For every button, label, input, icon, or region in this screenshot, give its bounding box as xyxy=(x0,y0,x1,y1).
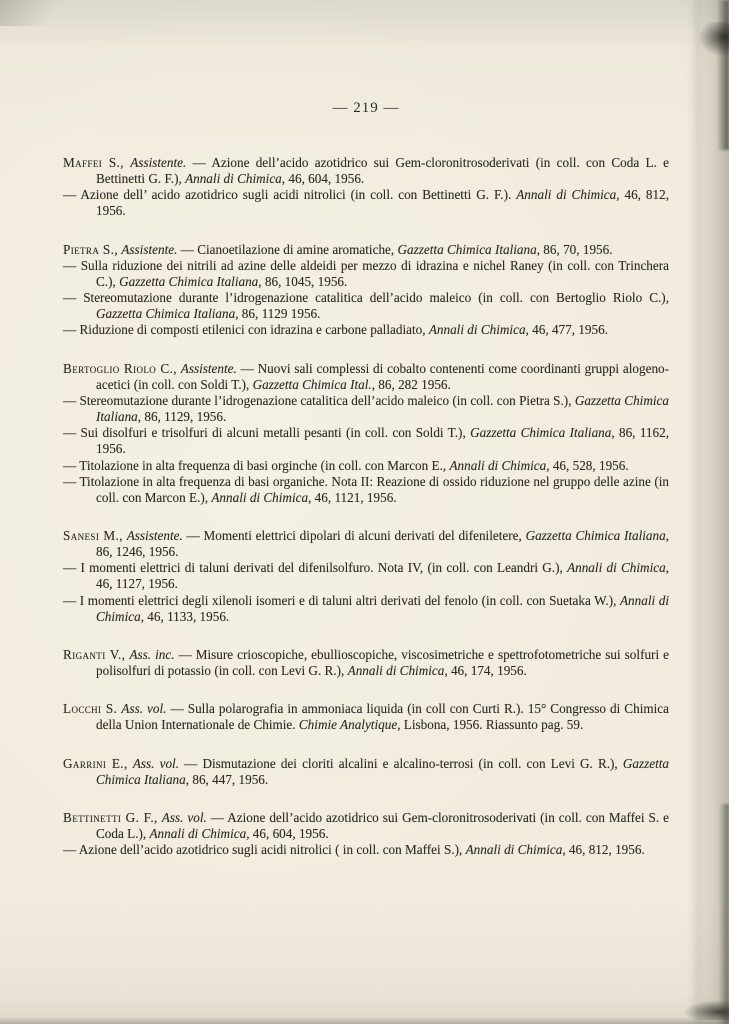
publication-item xyxy=(63,393,669,425)
publication-item xyxy=(63,322,669,338)
publication-text: , 86, 70, 1956. xyxy=(536,241,613,257)
scan-smudge-top-right xyxy=(699,22,729,56)
bibliography-entry xyxy=(63,361,669,506)
author-name: Bertoglio Riolo C., xyxy=(63,360,177,376)
publication-text: , 46, 1127, 1956. xyxy=(96,560,669,592)
publication-text: , 46, 1133, 1956. xyxy=(140,608,230,624)
publication-text: , 46, 1121, 1956. xyxy=(308,489,397,505)
publication-text: — Azione dell’acido azotidrico sugli acidi nitrolici ( in coll. con Maffei S.), xyxy=(63,842,466,858)
publication-text: , 86, 1162, 1956. xyxy=(96,425,669,457)
publication-text: , 46, 174, 1956. xyxy=(444,663,527,679)
journal-title: Annali di Chimica xyxy=(211,489,309,505)
publication-item xyxy=(63,155,669,187)
journal-title: Annali di Chimica xyxy=(465,842,563,858)
publication-item xyxy=(63,647,669,679)
paper-crease xyxy=(0,0,90,26)
publication-item xyxy=(63,528,669,560)
bibliography-entry xyxy=(63,756,669,788)
publication-text: — Sui disolfuri e trisolfuri di alcuni metalli pesanti (in coll. con Soldi T.), xyxy=(63,425,471,441)
publication-text: , 46, 812, 1956. xyxy=(562,842,645,858)
journal-title: Annali di Chimica xyxy=(185,171,282,187)
publication-item xyxy=(63,290,669,322)
author-role: Ass. vol. xyxy=(132,755,179,771)
publication-item xyxy=(63,756,669,788)
bibliography-entry xyxy=(63,242,669,339)
journal-title: Gazzetta Chimica Italiana xyxy=(119,273,259,289)
publication-item xyxy=(63,701,669,733)
journal-title: Annali di Chimica xyxy=(428,322,526,338)
publication-text: , 86, 1045, 1956. xyxy=(258,273,348,289)
publication-text: — Dismutazione dei cloriti alcalini e alcalino-terrosi (in coll. con Levi G. R.), xyxy=(184,755,623,771)
publication-text: — I momenti elettrici degli xilenoli isomeri e di taluni altri derivati del fenolo (in coll. con Suetaka W.), xyxy=(63,592,620,608)
publication-text: — Titolazione in alta frequenza di basi orginche (in coll. con Marcon E., xyxy=(63,457,450,473)
author-role: Ass. vol. xyxy=(121,701,167,717)
publication-text: — Nuovi sali complessi di cobalto contenenti come coordinanti gruppi alogeno-acetici (in coll. con Soldi T.), xyxy=(96,360,670,392)
publication-text: — Sulla riduzione dei nitrili ad azine delle aldeidi per mezzo di idrazina e nichel Raney (in coll. con Trinchera C.), xyxy=(63,257,669,289)
journal-title: Annali di Chimica xyxy=(516,187,617,203)
publication-text: , 86, 282 1956. xyxy=(371,376,451,392)
author-role: Assistente. xyxy=(121,241,178,257)
bibliography-entry xyxy=(63,701,669,733)
publication-text: — Cianoetilazione di amine aromatiche, xyxy=(180,241,398,257)
journal-title: Annali di Chimica xyxy=(149,826,247,841)
journal-title: Chimie Analytique xyxy=(298,717,398,733)
publication-item xyxy=(63,458,669,474)
publication-text: — I momenti elettrici di taluni derivati del difenilsolfuro. Nota IV, (in coll. con Leandri G.), xyxy=(63,560,568,576)
publication-text: , 46, 604, 1956. xyxy=(246,826,329,841)
publication-text: , 86, 1246, 1956. xyxy=(96,527,670,560)
bibliography-entry xyxy=(63,528,669,625)
publication-text: , 86, 447, 1956. xyxy=(185,771,269,787)
journal-title: Gazzetta Chimica Italiana xyxy=(96,392,669,425)
publication-text: — Azione dell’ acido azotidrico sugli acidi nitrolici (in coll. con Bettinetti G. F.). xyxy=(63,187,517,203)
publication-item xyxy=(63,425,669,457)
author-name: Locchi S. xyxy=(63,701,118,717)
author-name: Maffei S., xyxy=(63,155,124,170)
publication-item xyxy=(63,810,669,842)
publication-text: , 86, 1129, 1956. xyxy=(137,409,227,425)
publication-text: — Sulla polarografia in ammoniaca liquida (in coll con Curti R.). 15° Congresso di Chimica della Union Internationale de Chimie. xyxy=(96,701,669,733)
publication-text: , 46, 604, 1956. xyxy=(281,171,365,187)
bibliography-entry xyxy=(63,647,669,679)
author-name: Pietra S., xyxy=(63,241,119,257)
bibliography-entry xyxy=(63,155,669,220)
publication-item xyxy=(63,258,669,290)
page-content xyxy=(63,100,669,880)
journal-title: Gazzetta Chimica Italiana xyxy=(96,306,236,322)
journal-title: Gazzetta Chimica Italiana xyxy=(470,425,612,441)
journal-title: Gazzetta Chimica Italiana xyxy=(397,241,537,257)
publication-text: , 46, 812, 1956. xyxy=(96,187,670,219)
publication-text: — Stereomutazione durante l’idrogenazione catalitica dell’acido maleico (in coll. con Pietra S.), xyxy=(63,392,575,408)
journal-title: Gazzetta Chimica Ital. xyxy=(252,376,372,392)
journal-title: Gazzetta Chimica Italiana xyxy=(525,527,666,543)
author-role: Assistente. xyxy=(180,360,237,376)
publication-item xyxy=(63,593,669,625)
publication-text: — Titolazione in alta frequenza di basi organiche. Nota II: Reazione di ossido riduzione nel gruppo delle azine (in coll. con Marcon E.), xyxy=(63,473,669,505)
publication-text: , 86, 1129 1956. xyxy=(235,306,321,322)
bibliography-entry xyxy=(63,810,669,858)
publication-text: , 46, 477, 1956. xyxy=(525,322,608,338)
author-role: Ass. inc. xyxy=(129,646,175,662)
author-role: Assistente. xyxy=(130,155,187,170)
author-role: Assistente. xyxy=(126,527,183,543)
publication-item xyxy=(63,242,669,258)
scan-edge-bottom xyxy=(0,1017,729,1024)
author-name: Sanesi M., xyxy=(63,527,123,543)
journal-title: Annali di Chimica xyxy=(449,457,547,473)
publication-text: — Misure crioscopiche, ebullioscopiche, viscosimetriche e spettrofotometriche sui solfuri e polisolfuri di potassio (in coll. con Levi G. R.), xyxy=(96,646,669,679)
publication-text: — Momenti elettrici dipolari di alcuni derivati del difeniletere, xyxy=(186,527,526,543)
publication-item xyxy=(63,474,669,506)
scan-streak xyxy=(691,0,705,1024)
journal-title: Annali di Chimica xyxy=(347,663,445,679)
journal-title: Annali di Chimica xyxy=(96,592,669,624)
bibliography-list xyxy=(63,155,669,858)
author-name: Bettinetti G. F., xyxy=(63,809,158,825)
author-name: Riganti V., xyxy=(63,646,126,662)
journal-title: Gazzetta Chimica Italiana xyxy=(96,755,670,787)
publication-item xyxy=(63,361,669,393)
publication-text: , Lisbona, 1956. Riassunto pag. 59. xyxy=(397,717,584,733)
publication-item xyxy=(63,842,669,858)
publication-item xyxy=(63,560,669,592)
publication-text: — Stereomutazione durante l’idrogenazione catalitica dell’acido maleico (in coll. con Bertoglio Riolo C.), xyxy=(63,290,669,306)
journal-title: Annali di Chimica xyxy=(567,560,666,576)
author-role: Ass. vol. xyxy=(161,809,207,825)
publication-item xyxy=(63,187,669,219)
publication-text: , 46, 528, 1956. xyxy=(546,457,629,473)
scan-edge-right-bottom xyxy=(719,804,729,1024)
publication-text: — Azione dell’acido azotidrico sui Gem-cloronitrosoderivati (in coll. con Coda L. e Bettinetti G. F.), xyxy=(96,155,670,187)
publication-text: — Riduzione di composti etilenici con idrazina e carbone palladiato, xyxy=(63,322,429,338)
author-name: Garrini E., xyxy=(63,755,128,771)
publication-text: — Azione dell’acido azotidrico sui Gem-cloronitrosoderivati (in coll. con Maffei S. e Coda L.), xyxy=(96,809,670,841)
page-number: — 219 — xyxy=(332,100,400,116)
